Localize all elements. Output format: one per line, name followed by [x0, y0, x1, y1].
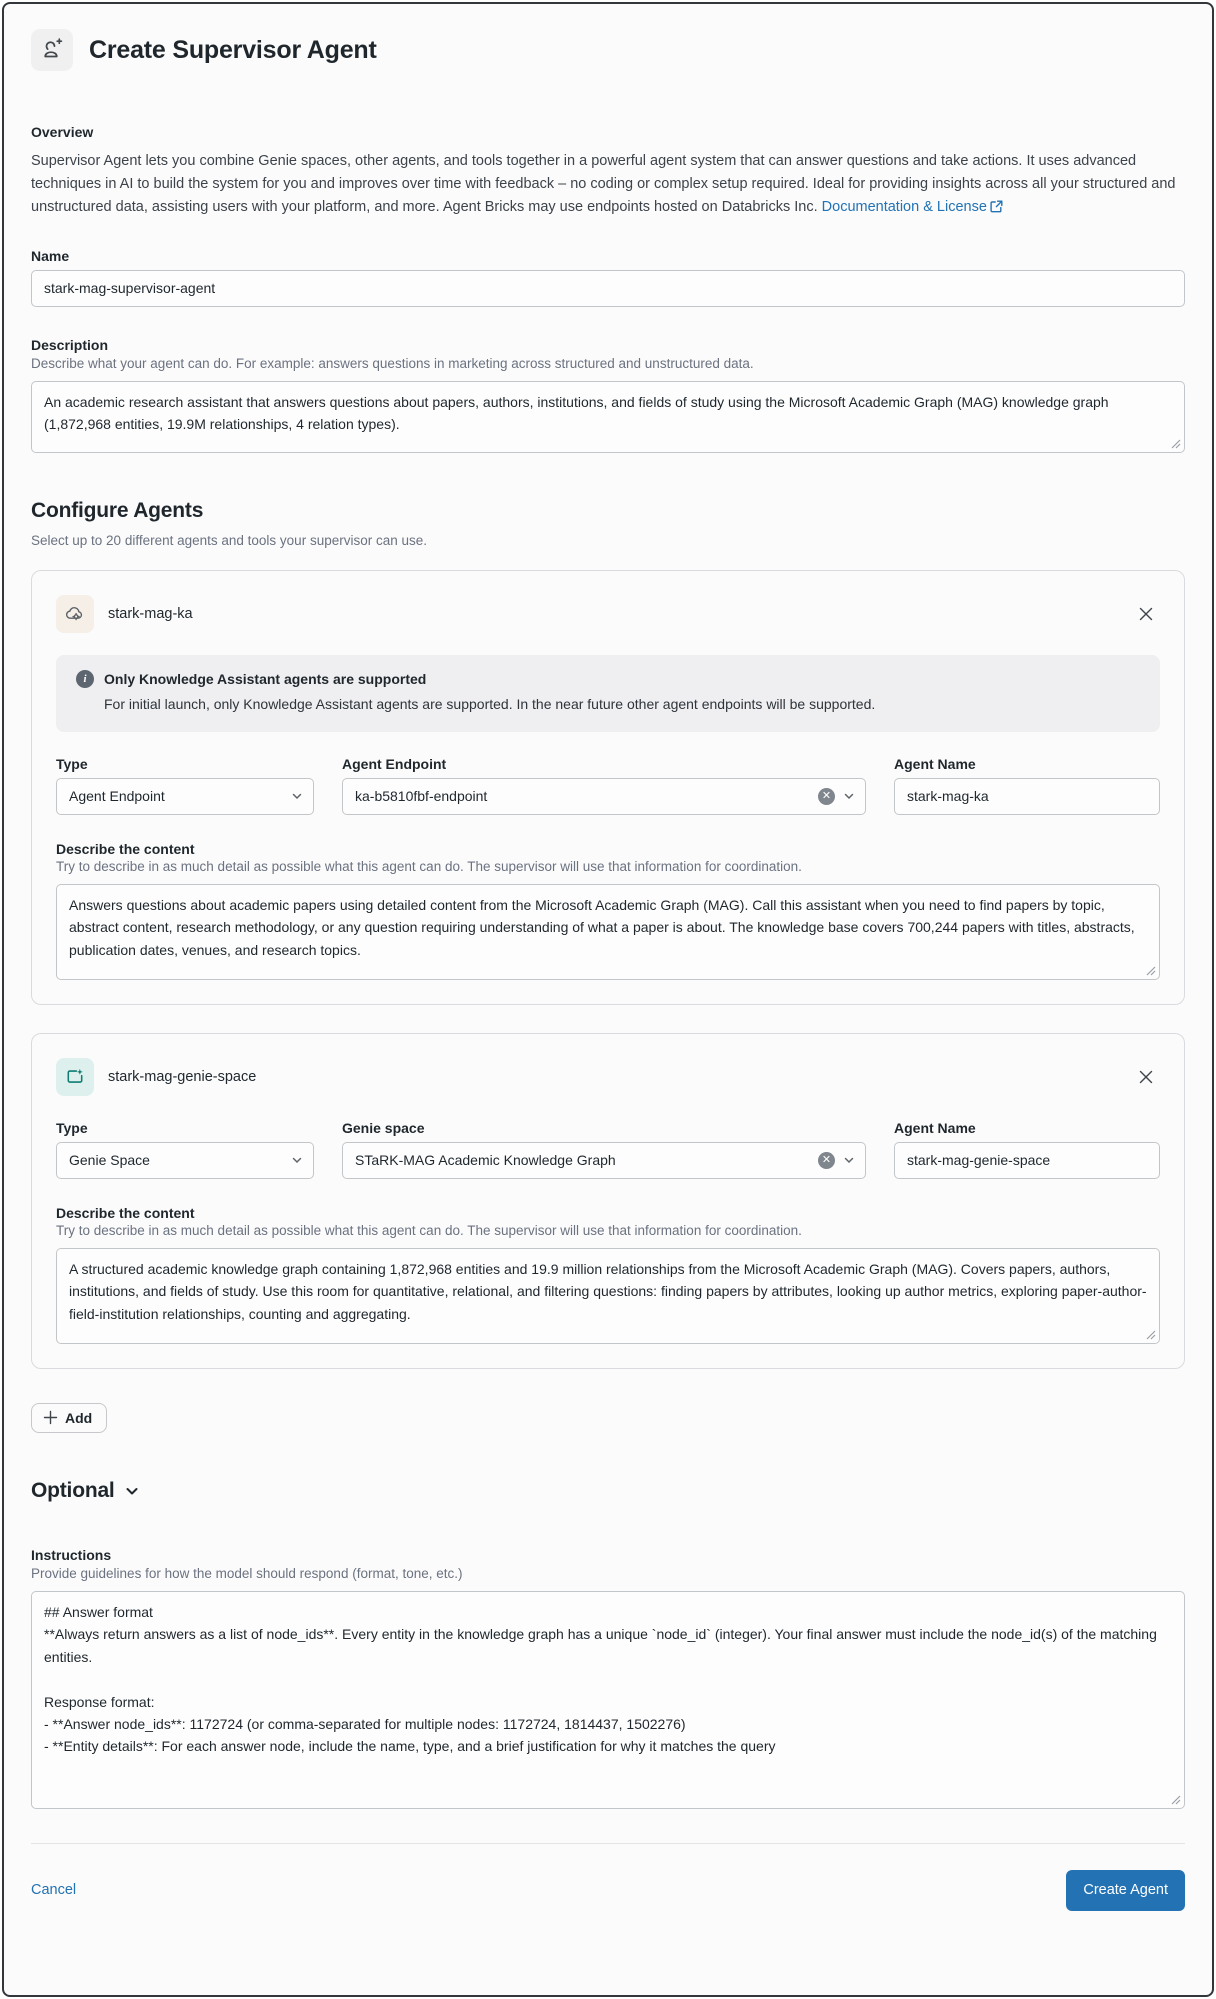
type-select[interactable]: Genie Space: [56, 1142, 314, 1179]
external-link-icon: [990, 198, 1003, 221]
close-icon[interactable]: [1132, 600, 1160, 628]
instructions-label: Instructions: [31, 1546, 112, 1563]
agent-endpoint-label: Agent Endpoint: [342, 755, 447, 772]
agent-endpoint-combobox[interactable]: ka-b5810fbf-endpoint ✕: [342, 778, 866, 815]
name-input[interactable]: [31, 270, 1185, 307]
chevron-down-icon: [843, 1154, 855, 1166]
agent-card-stark-mag-ka: [31, 570, 1185, 1005]
info-banner-body: For initial launch, only Knowledge Assistant agents are supported. In the near future other agent endpoints will be supported.: [104, 695, 876, 712]
describe-content-helper: Try to describe in as much detail as possible what this agent can do. The supervisor will use that information for coordination.: [56, 858, 802, 874]
genie-space-icon: [56, 1058, 94, 1096]
describe-content-textarea[interactable]: [56, 884, 1160, 980]
close-icon[interactable]: [1132, 1063, 1160, 1091]
overview-body: [31, 150, 1181, 222]
configure-agents-subtitle: Select up to 20 different agents and tools your supervisor can use.: [31, 532, 427, 548]
overview-text: Supervisor Agent lets you combine Genie spaces, other agents, and tools together in a powerful agent system that can answer questions and take actions. It uses advanced techniques in AI to build the system for you and improves over time with feedback – no coding or complex setup required. Ideal for providing insights across all your structured and unstructured data, assisting users with your platform, and more. Agent Bricks may use endpoints hosted on Databricks Inc.: [31, 152, 1176, 216]
footer: [31, 1843, 1185, 1911]
type-select[interactable]: Agent Endpoint: [56, 778, 314, 815]
page-frame: [2, 2, 1214, 1997]
instructions-textarea[interactable]: [31, 1591, 1185, 1809]
clear-selection-icon[interactable]: ✕: [818, 1152, 835, 1169]
chevron-down-icon: [124, 1483, 140, 1499]
agent-name-input[interactable]: [894, 1142, 1160, 1179]
describe-content-helper: Try to describe in as much detail as possible what this agent can do. The supervisor will use that information for coordination.: [56, 1222, 802, 1238]
chevron-down-icon: [843, 790, 855, 802]
knowledge-assistant-cloud-icon: [56, 595, 94, 633]
agent-name-label: Agent Name: [894, 1119, 976, 1136]
describe-content-label: Describe the content: [56, 840, 195, 857]
describe-content-textarea[interactable]: [56, 1248, 1160, 1344]
cancel-button[interactable]: Cancel: [31, 1882, 77, 1899]
create-agent-button[interactable]: Create Agent: [1066, 1870, 1185, 1911]
genie-space-label: Genie space: [342, 1119, 425, 1136]
clear-selection-icon[interactable]: ✕: [818, 788, 835, 805]
agent-card-stark-mag-genie-space: [31, 1033, 1185, 1369]
chevron-down-icon: [291, 1154, 303, 1166]
instructions-helper: Provide guidelines for how the model should respond (format, tone, etc.): [31, 1565, 463, 1581]
agent-name-label: Agent Name: [894, 755, 976, 772]
optional-section-toggle[interactable]: Optional: [31, 1479, 1185, 1503]
documentation-license-link[interactable]: Documentation & License: [822, 199, 1003, 215]
description-label: Description: [31, 336, 109, 353]
describe-content-label: Describe the content: [56, 1204, 195, 1221]
page-header: [31, 19, 1185, 82]
info-icon: i: [76, 670, 94, 688]
type-label: Type: [56, 1119, 88, 1136]
chevron-down-icon: [291, 790, 303, 802]
page-title: Create Supervisor Agent: [89, 35, 377, 64]
genie-space-combobox[interactable]: STaRK-MAG Academic Knowledge Graph ✕: [342, 1142, 866, 1179]
info-banner: [56, 655, 1160, 732]
description-textarea[interactable]: [31, 381, 1185, 453]
info-banner-title: Only Knowledge Assistant agents are supported: [104, 670, 427, 687]
agent-card-title: stark-mag-genie-space: [108, 1068, 257, 1085]
configure-agents-heading: Configure Agents: [31, 498, 204, 522]
description-helper: Describe what your agent can do. For example: answers questions in marketing across structured and unstructured data.: [31, 355, 754, 371]
name-label: Name: [31, 247, 70, 264]
agent-name-input[interactable]: [894, 778, 1160, 815]
overview-label: Overview: [31, 123, 94, 140]
supervisor-agent-icon: [31, 29, 73, 71]
plus-icon: [43, 1410, 58, 1425]
type-label: Type: [56, 755, 88, 772]
add-agent-button[interactable]: Add: [31, 1403, 107, 1433]
agent-card-title: stark-mag-ka: [108, 605, 193, 622]
